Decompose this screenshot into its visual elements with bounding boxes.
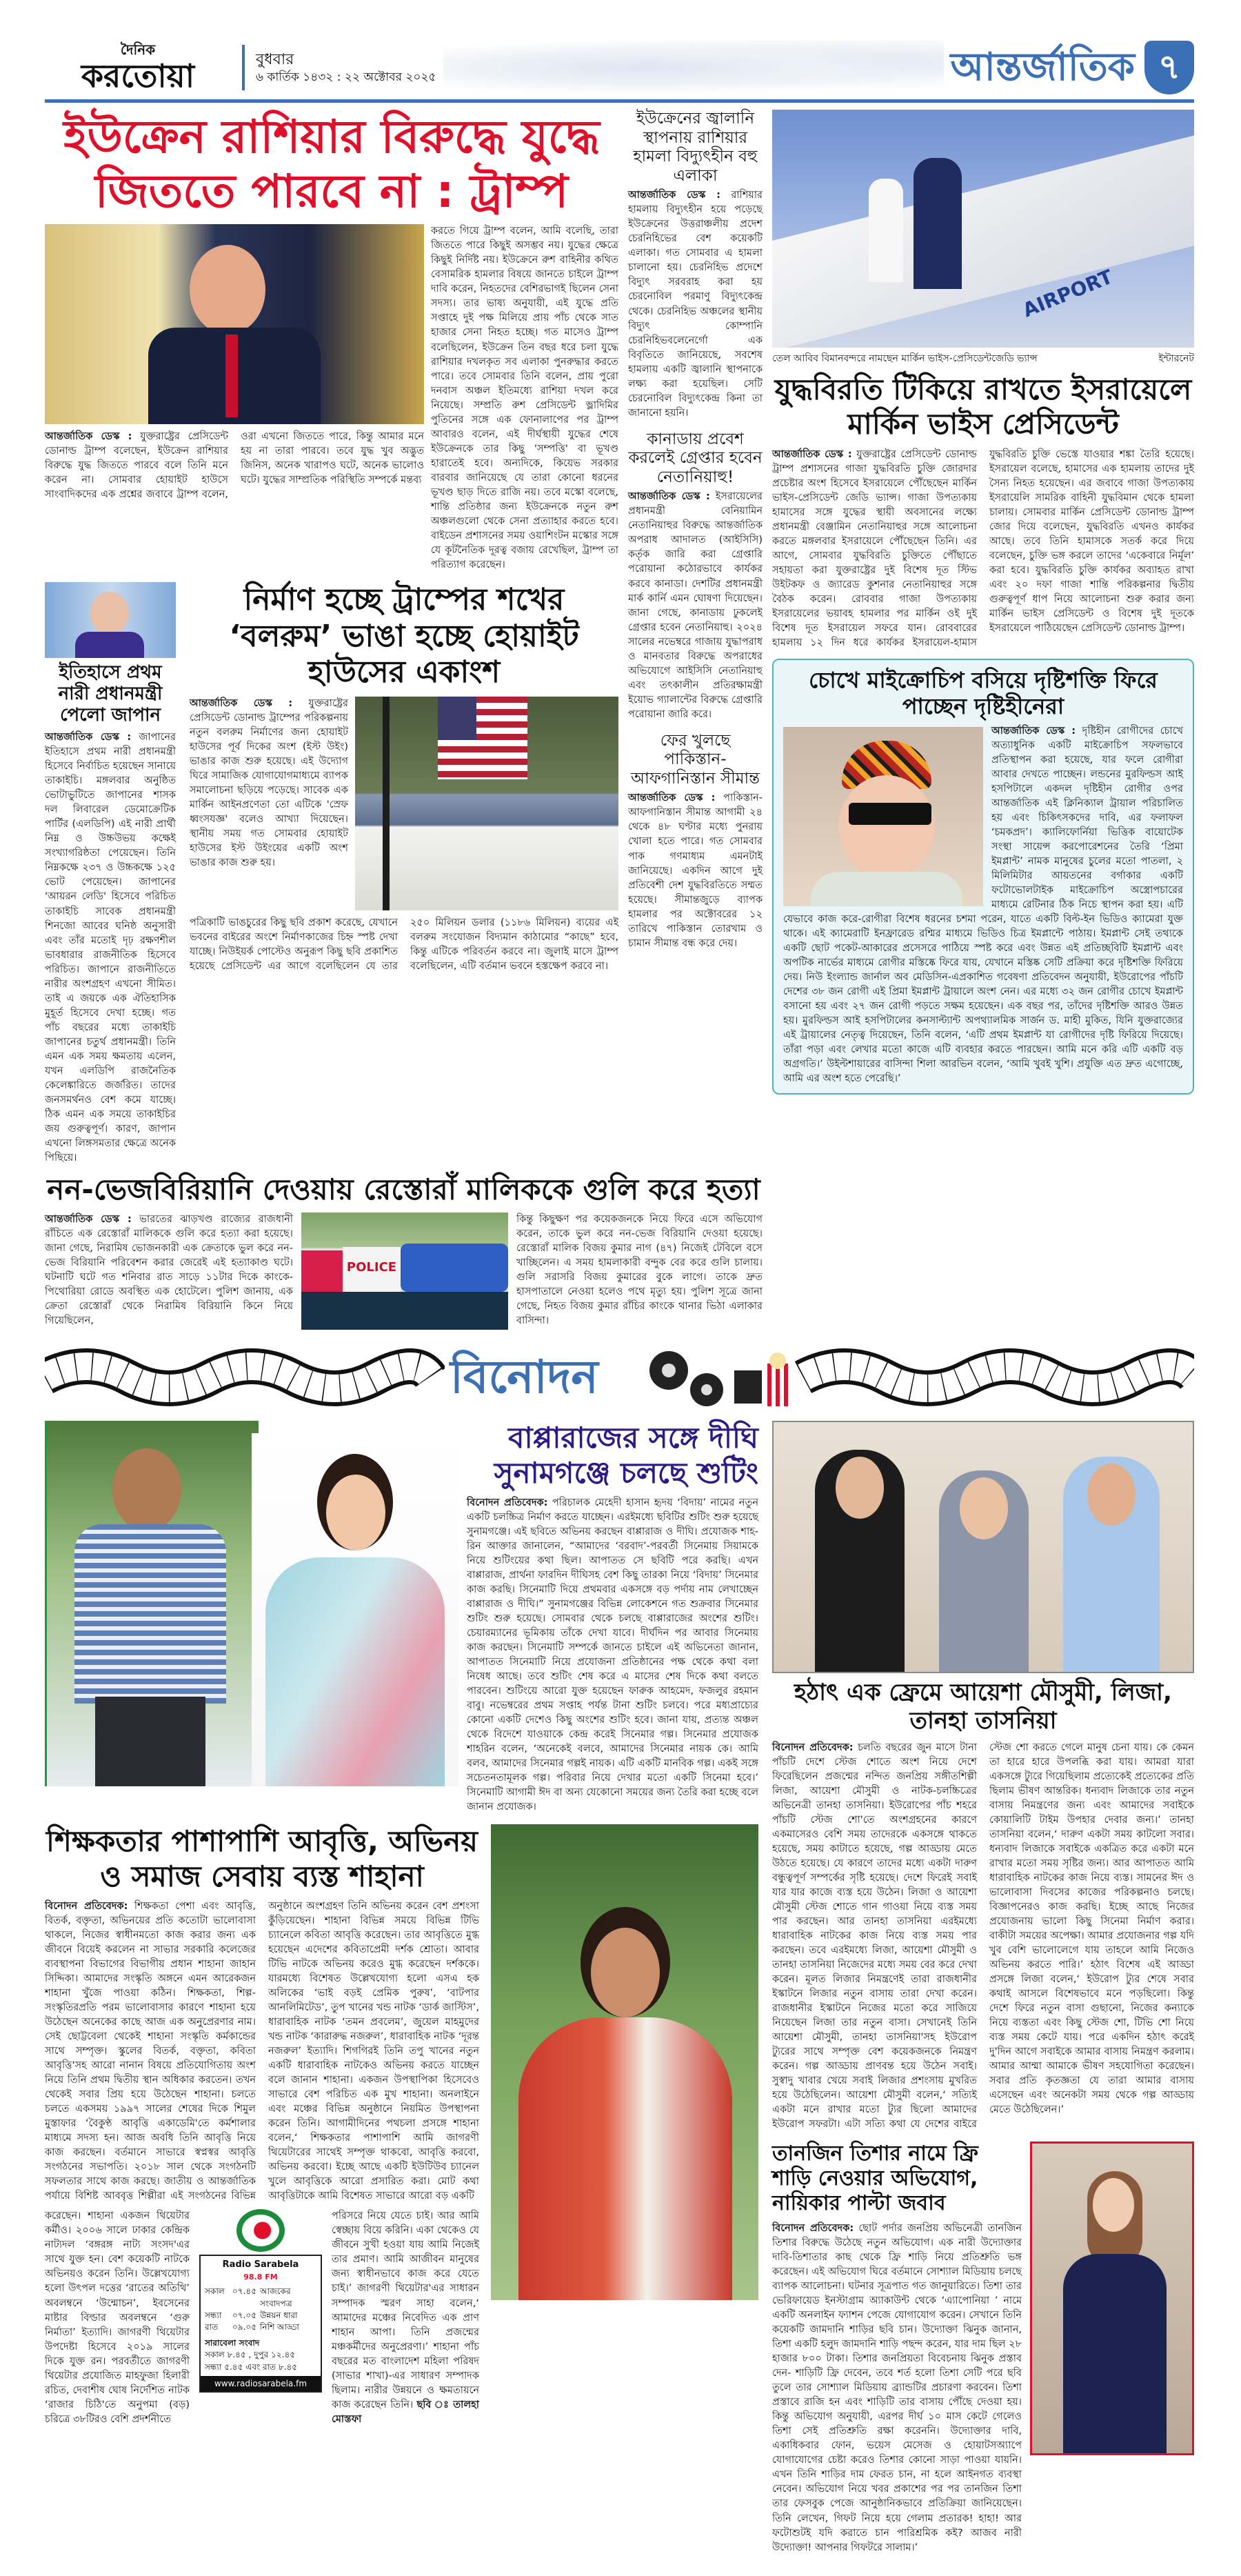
photo-bapparaj (45, 1421, 259, 1786)
byline: আন্তর্জাতিক ডেস্ক : (190, 698, 293, 710)
radio-schedule-slot: রাত (205, 2322, 219, 2333)
police-sign: POLICE (343, 1247, 401, 1292)
article-shahana-right: পরিসরে নিয়ে যেতে চাই। আর আমি স্বেচ্ছায় বিয়ে করিনি। একা থেকেও যে জীবনে সুখী হওয়া যায় আমি নিজেই তার প্রমাণ। আমি আজীবন মানুষের জন্য স্বাধীনভাবে কাজ করে যেতে চাই।’ জাগরণী থিয়েটার'এর সাধারন সম্পাদক স্মরণ সাহা বলেন,‘ আমাদের মঞ্চের নিবেদিত এক প্রাণ শাহান আপা। তিনি প্রজন্মের মঞ্চকর্মীদের অনুপ্রেরণা।’ শাহানা পাঁচ বছরের মত বাংলাদেশ মহিলা পরিষদ (সাভার শাখা)-এর সাধারণ সম্পাদক ছিলাম। নারীর উন্নয়নে ও ক্ষমতায়নে কাজ করেছেন তিনি। ছবি ঃ তালহা মোস্তফা (332, 2210, 479, 2425)
headline-bappa[interactable]: বাপ্পারাজের সঙ্গে দীঘি সুনামগঞ্জে চলছে শুটিং (494, 1421, 758, 1490)
page-number: ৭ (1158, 47, 1181, 87)
photo-credit-shahana: ছবি ঃ তালহা মোস্তফা (332, 2399, 479, 2425)
issue-date: ৬ কার্তিক ১৪৩২ : ২২ অক্টোবর ২০২৫ (256, 70, 436, 85)
headline-ukraine-energy[interactable]: ইউক্রেনের জ্বালানি স্থাপনায় রাশিয়ার হামলা বিদ্যুৎহীন বহু এলাকা (633, 110, 758, 185)
photo-trump (45, 224, 424, 424)
headline-shahana[interactable]: শিক্ষকতার পাশাপাশি আবৃত্তি, অভিনয় ও সমাজ সেবায় ব্যস্ত শাহানা (46, 1824, 478, 1893)
story-shahana (45, 1824, 758, 2426)
page-number-badge (1144, 41, 1194, 94)
clapperboard-icon (734, 1370, 762, 1404)
world-map-watermark (443, 40, 944, 95)
photo-white-house (355, 697, 618, 910)
microchip-box (772, 659, 1194, 1095)
byline: আন্তর্জাতিক ডেস্ক : (45, 431, 132, 443)
radio-website-link[interactable]: www.radiosarabela.fm (201, 2376, 321, 2391)
radio-news-line: সকাল ৮.৪৫ , দুপুর ১২.৪৫ (205, 2350, 296, 2360)
radio-schedule-row (205, 2310, 316, 2322)
byline: বিনোদন প্রতিবেদক: (772, 2223, 854, 2235)
article-vance: আন্তর্জাতিক ডেস্ক : যুক্তরাষ্ট্রের প্রেসিডেন্ট ডোনাল্ড ট্রাম্প প্রশাসনের গাজা যুদ্ধবিরতি চুক্তি জোরদার প্রচেষ্টার অংশ হিসেবে ইসরায়েলে পৌঁছেছেন মার্কিন ভাইস-প্রেসিডেন্ট জেডি ভ্যান্স। গাজা উপত্যকায় হামাসের সঙ্গে যুদ্ধের স্থায়ী অবসানের লক্ষ্যে প্রধানমন্ত্রী বেঞ্জামিন নেতানিয়াহুর সঙ্গে আলোচনা করতে মঙ্গলবার ইসরায়েলে পৌঁছেছেন তিনি। এর আগে, সোমবার যুদ্ধবিরতি চুক্তিতে পৌঁছাতে সহায়তা করা যুক্তরাষ্ট্রের দুই বিশেষ দূত স্টিভ উইটকফ ও জ্যারেড কুশনার নেতানিয়াহুর সঙ্গে বৈঠক করেন। রোববার গাজা উপত্যকায় ইসরায়েলের ভয়াবহ হামলার পর মার্কিন ওই দুই বিশেষ দূত ইসরায়েল সফরে যান। রোববারের হামলায় ১২ দিন ধরে কার্যকর ইসরায়েল-হামাস যুদ্ধবিরতি চুক্তি ভেস্তে যাওয়ার শঙ্কা তৈরি হয়েছে। ইসরায়েল বলেছে, হামাসের এক হামলায় তাদের দুই সৈন্য নিহত হয়েছেন। এর জবাবে গাজা উপত্যকায় ইসরায়েলি সামরিক বাহিনী যুদ্ধবিমান থেকে হামলা চালায়। সোমবার মার্কিন প্রেসিডেন্ট ডোনাল্ড ট্রাম্প জোর দিয়ে বলেছেন, যুদ্ধবিরতি এখনও কার্যকর আছে। তবে তিনি হামাসকে সতর্ক করে দিয়ে বলেছেন, চুক্তি ভঙ্গ করলে তাদের ‘একেবারে নির্মূল’ করা হবে। যুদ্ধবিরতি চুক্তি কার্যকর অব্যাহত রাখা এবং ২০ দফা গাজা শান্তি পরিকল্পনার দ্বিতীয় গুরুত্বপূর্ণ ধাপ নিয়ে আলোচনা শুরু করার জন্য মার্কিন ভাইস প্রেসিডেন্ট ও বিশেষ দুই দূতকে ইসরায়েলে পাঠিয়েছেন প্রেসিডেন্ট ডোনাল্ড ট্রাম্প। (772, 448, 1194, 648)
radio-schedule-program: নিশি আড্ডা (260, 2322, 299, 2333)
article-ballroom: আন্তর্জাতিক ডেস্ক : যুক্তরাষ্ট্রের প্রেসিডেন্ট ডোনাল্ড ট্রাম্পের পরিকল্পনায় নতুন বলরুম নির্মাণের জন্য হোয়াইট হাউসের পূর্ব দিকের অংশ (ইস্ট উইং) ভাঙার কাজ শুরু হয়েছে। এই উদ্যোগ ঘিরে সামাজিক যোগাযোগমাধ্যমে ব্যাপক সমালোচনা ছড়িয়ে পড়েছে। সাবেক এক মার্কিন আইনপ্রণেতা তো এটিকে 'স্রেফ ধ্বংসযজ্ঞ' বলেও আখ্যা দিয়েছেন। স্থানীয় সময় গত সোমবার হোয়াইট হাউসের ইস্ট উইংয়ের একটি অংশ ভাঙার কাজ শুরু হয়। (190, 698, 349, 869)
masthead-divider (242, 45, 245, 90)
photo-tisha (1030, 2141, 1194, 2455)
popcorn-icon (767, 1364, 788, 1406)
logo (45, 41, 231, 94)
article-shahana-top: বিনোদন প্রতিবেদক: শিক্ষকতা পেশা এবং আবৃত্তি, বিতর্ক, বক্তৃতা, অভিনয়ের প্রতি কতোটা ভালোবাসা থাকলে, নিজের স্বাধীনমতো কাজ করার জন্য এক জীবনে বিয়েই করলেন না সাভার সরকারি কলেজের ব্যবস্থাপনা বিভাগের বিভাগীয় প্রধান শাহানা জাহান সিদ্দিকা। আমাদের সংস্কৃতি অঙ্গনে এমন আরেকজন শাহানা খুঁজে পাওয়া কঠিন। শিক্ষকতা, শিল্প-সংস্কৃতিরপ্রতি পরম ভালোবাসার কারণে শাহানা হয়ে উঠেছেন অনেকের কাছে আজ এক অনুপ্রেরণার নাম। সেই ছোট্টবেলা থেকেই শাহানা সংস্কৃতি কর্মকান্ডের সাথে সম্পৃক্ত। স্কুলের বিতর্ক, বক্তৃতা, কবিতা আবৃত্তি'সহ আরো নানান বিষয়ে প্রতিযোগিতায় অংশ নিয়ে তিনি প্রথম দ্বিতীয় স্থান অধিকার করতেন। তখন থেকেই সবার প্রিয় হয়ে উঠেছেন শাহানা। চলতে চলতে একসময় ১৯৯৭ সালের শেষের দিকে শিমুল মুস্তাফার ‘বৈকুণ্ঠ আবৃত্তি একাডেমি'তে কর্মশালার মাধ্যমে সদস্য হন। আজ অবধি তিনি আবৃত্তি নিয়ে কাজ করছেন। বর্তমানে সাভারে স্বপ্নস্বর আবৃত্তি সংগঠনের সভাপতি। ২০১৮ সাল থেকে সংগঠনটি সফলতার সাথে কাজ করছে। জাতীয় ও আন্তর্জাতিক পর্যায়ে বিশিষ্ট আববৃত্ত শিল্পীরা এই সংগঠনের বিভিন্ন অনুষ্ঠানে অংশগ্রহণ তিনি অভিনয় করেন বেশ প্রশংসা কুঁড়িয়েছেন। শাহানা বিভিন্ন সময়ে বিভিন্ন টিভি চ্যানেলে কবিতা আবৃত্তি করেছেন। তার আবৃত্তিতে মুগ্ধ হয়েছেন এদেশের কবিতাপ্রেমী দর্শক শ্রোতা। আবার টিভি নাটকে অভিনয় করেও মুগ্ধ করেছেন দর্শককে। যারমধ্যে বিশেষত উল্লেখযোগ্য হলো এসএ হক অলিকের ‘ভাই বড়ই প্রেমিক পুরুষ’, ‘বাটপার আনলিমিটেড’, তুপ খানের খন্ড নাটক ‘ডার্ক জাস্টিস’, ধারাবাহিক নাটক ‘তমন প্রবলেম’, জুয়েল মাহমুদের খন্ড নাটক ‘কারারুদ্ধ নজরুল’, ধারাবাহিক নাটক ‘দূরন্ত নজরুল’ ইত্যাদি। শিগগিরই তিনি তপু খানের নতুন একটি ধারাবাহিক নাটকেও অভিনয় করতে যাচ্ছেন বলে জানান শাহানা। একজন উপস্থাপিকা হিসেবেও সাভারে বেশ পরিচিত এক মুখ শাহানা। অনলাইনে এবং মঞ্চের বিভিন্ন অনুষ্ঠানে নিয়মিত উপস্থাপনা করেন তিনি। আগামীদিনের পথচলা প্রসঙ্গে শাহানা বলেন,‘ শিক্ষকতার পাশাপাশি আমি জাগরণী থিয়েটারের সাথেই সম্পৃক্ত থাকবো, আবৃত্তি করবো, অভিনয় করবো। ইচ্ছে আছে একটি ইউটিউব চ্যানেল খুলে আবৃত্তিকে আরো প্রসারিত করা। মোট কথা আবৃত্তিটাকে আমি বিশেষত সাভারে আরো বড় একটি (45, 1901, 479, 2202)
article-trump-lead: আন্তর্জাতিক ডেস্ক : যুক্তরাষ্ট্রের প্রেসিডেন্ট ডোনাল্ড ট্রাম্প বলেছেন, ইউক্রেন রাশিয়ার বিরুদ্ধে যুদ্ধ জিততে পারবে বলে তিনি মনে করেন না। সোমবার হোয়াইট হাউসে সাংবাদিকদের এক প্রশ্নের জবাবে ট্রাম্প বলেন, ওরা এখনো জিততে পারে, কিন্তু আমার মনে হয় না তারা পারবে। তবে যুদ্ধ খুব অদ্ভুত জিনিস, অনেক খারাপও ঘটে, অনেক ভালোও ঘটে। যুদ্ধের সাম্প্রতিক পরিস্থিতি সম্পর্কে মন্তব্য (45, 431, 424, 501)
film-strip-icon (45, 1339, 1194, 1415)
right-column (772, 110, 1194, 1330)
article-trump-continuation: করতে গিয়ে ট্রাম্প বলেন, আমি বলেছি, তারা জিততে পারে কিছুই অসম্ভব নয়। যুদ্ধের ক্ষেত্রে কিছুই নির্দিষ্ট নয়। ইউক্রেনে রুশ বাহিনীর কথিত বেসামরিক হামলার বিষয়ে জানতে চাইলে ট্রাম্প দাবি করেন, নিহতদের বেশিরভাগই ছিলেন সেনা সদস্য। তার ভাষ্য অনুযায়ী, এই যুদ্ধে প্রতি সপ্তাহে দুই পক্ষ মিলিয়ে প্রায় পাঁচ থেকে সাত হাজার সেনা নিহত হচ্ছে। গত মাসেও ট্রাম্প বলেছিলেন, ইউক্রেন তিন বছর ধরে চলা যুদ্ধে রাশিয়ার দখলকৃত সব এলাকা পুনরুদ্ধার করতে পারে। তবে সোমবার তিনি বলেন, প্রায় পুরো দনবাস অঞ্চল ইতিমধ্যে রাশিয়া দখল করে নিয়েছে। সম্প্রতি রুশ প্রেসিডেন্ট ভ্লাদিমির পুতিনের সঙ্গে এক ফোনালাপের পর ট্রাম্প আবারও বলেন, এই দীর্ঘস্থায়ী যুদ্ধের শেষে ইউক্রেনকে তার কিছু 'সম্পত্তি' বা ভূখণ্ড হারাতেই হবে। অন্যদিকে, কিয়েভ সরকার বারবার জানিয়েছে যে তারা কোনো ধরনের ভূখণ্ড ছাড় দিতে রাজি নয়। তবে মস্কো বলেছে, শান্তি প্রতিষ্ঠার জন্য ইউক্রেনকে নতুন রুশ অঞ্চলগুলো থেকে সেনা প্রত্যাহার করতে হবে। বাইডেন প্রশাসনের সময় ওয়াশিংটন মস্কোর সঙ্গে যে কূটনৈতিক দূরত্ব বজায় রেখেছিল, ট্রাম্প তা পরিত্যাগ করেছেন। (431, 226, 618, 570)
headline-pak-afghan[interactable]: ফের খুলছে পাকিস্তান-আফগানিস্তান সীমান্ত (630, 731, 760, 788)
radio-sarabela-ad[interactable] (199, 2209, 322, 2393)
logo-main: করতোয়া (81, 57, 195, 94)
airport-sign: AIRPORT (1019, 265, 1116, 322)
article-restaurant: আন্তর্জাতিক ডেস্ক : ভারতের ঝাড়খণ্ড রাজ্যের রাজধানী রাঁচিতে এক রেস্তোরাঁ মালিককে গুলি করে হত্যা করা হয়েছে। জানা গেছে, নিরামিষ ভোজনকারী এক ক্রেতাকে ভুল করে নন-ভেজ বিরিয়ানি পরিবেশন করার জেরেই এই হত্যাকাণ্ড ঘটে। ঘটনাটি ঘটে গত শনিবার রাত সাড়ে ১১টার দিকে কাংকে-পিথোরিয়া রোডে অবস্থিত এক হোটেলে। পুলিশ জানায়, এক ক্রেতা রেস্তোরাঁ থেকে নিরামিষ বিরিয়ানি কিনে নিয়ে গিয়েছিলেন, (45, 1214, 294, 1327)
article-japan: আন্তর্জাতিক ডেস্ক : জাপানের ইতিহাসে প্রথম নারী প্রধানমন্ত্রী হিসেবে নির্বাচিত হয়েছেন সানায়ে তাকাইচি। মঙ্গলবার অনুষ্ঠিত ভোটাভুটিতে জাপানের শাসক দল লিবারেল ডেমোক্রেটিক পার্টির (এলডিপি) এই নারী প্রার্থী নিম্ন ও উচ্চউভয় কক্ষেই সংখ্যাগরিষ্ঠতা পেয়েছেন। তিনি নিম্নকক্ষে ২৩৭ ও উচ্চকক্ষে ১২৫ ভোট পেয়েছেন। জাপানের 'আয়রন লেডি' হিসেবে পরিচিত তাকাইচি সাবেক প্রধানমন্ত্রী শিনজো আবের ঘনিষ্ঠ অনুসারী এবং তাঁর মতোই দৃঢ় রক্ষণশীল ভাবধারার রাজনীতিক হিসেবে পরিচিত। জাপানে রাজনীতিতে নারীর অংশগ্রহণ এখনো সীমিত। তাই এ জয়কে এক ঐতিহাসিক মুহূর্ত হিসেবে দেখা হচ্ছে। গত পাঁচ বছরের মধ্যে তাকাইচি জাপানের চতুর্থ প্রধানমন্ত্রী। তিনি এমন এক সময় ক্ষমতায় এলেন, যখন এলডিপি রাজনৈতিক কেলেঙ্কারিতে জর্জরিত। তাদের জনসমর্থনও বেশ কমে যাচ্ছে। ঠিক এমন এক সময়ে তাকাইচির জয় গুরুত্বপূর্ণ। কারণ, জাপান এখনো লিঙ্গসমতার ক্ষেত্রে অনেক পিছিয়ে। (45, 732, 176, 1164)
photo-caption-vance: তেল আবিব বিমানবন্দরে নামছেন মার্কিন ভাইস-প্রেসিডেন্টজেডি ভ্যান্স (772, 353, 1038, 364)
story-tisha (772, 2141, 1194, 2555)
masthead (45, 40, 1194, 103)
weekday: বুধবার (256, 50, 294, 68)
radio-schedule-program: আজকের সংবাদপত্র (260, 2286, 292, 2308)
radio-logo-icon (236, 2209, 285, 2252)
radio-schedule-slot: সকাল (205, 2286, 225, 2297)
byline: আন্তর্জাতিক ডেস্ক : (45, 732, 132, 743)
photo-dighi (252, 1433, 458, 1786)
byline: আন্তর্জাতিক ডেস্ক : (772, 448, 852, 460)
article-tisha: বিনোদন প্রতিবেদক: ছোট পর্দার জনপ্রিয় অভিনেত্রী তানজিন তিশার বিরুদ্ধে উঠেছে নতুন অভিযোগ। এক নারী উদ্যোক্তার দাবি-তিশাতার কাছ থেকে ফ্রি শাড়ি নিয়ে প্রতিশ্রুতি ভঙ্গ করেছেন। এই অভিযোগ ঘিরে বর্তমানে সোশ্যাল মিডিয়ায় চলছে ব্যাপক আলোচনা। ঘটনার সূত্রপাত গত জানুয়ারিতে। তিশা তার ভেরিফায়েড ইনস্টাগ্রাম অ্যাকাউন্ট থেকে ‘এ্যাপোনিয়া ’ নামে একটি অনলাইন ফ্যাশন পেজে যোগাযোগ করেন। সেখানে তিনি কয়েকটি জামদানি শাড়ির ছবি চান। উদ্যোক্তা ঝিনুক জানান, তিশা একটি হলুদ জামদানি শাড়ি পছন্দ করেন, যার দাম ছিল ২৮ হাজার ৮০০ টাকা। তিশার জনপ্রিয়তা বিবেচনায় ঝিনুক প্রস্তাব দেন- শাড়িটি ফ্রি দেবেন, তবে শর্ত হলো তিশা সেটি পরে ছবি তুলে তার সোশ্যাল মিডিয়ায় ব্র্যান্ডটির প্রচারণা করবেন। তিশা প্রস্তাবে রাজি হন এবং শাড়িটি তার বাসায় পৌঁছে দেওয়া হয়। কিন্তু অভিযোগ অনুযায়ী, এরপর দীর্ঘ ১০ মাস কেটে গেলেও তিশা সেই প্রতিশ্রুতি রক্ষা করেননি। উদ্যোক্তার দাবি, একাধিকবার ফোন, ভয়েস মেসেজ ও হোয়াটসঅ্যাপে যোগাযোগের চেষ্টা করেও তিশার কোনো সাড়া পাওয়া যায়নি। এখন তিনি শাড়ির দাম ফেরত চান, না হলে আইনগত ব্যবস্থা নেবেন। অভিযোগ নিয়ে খবর প্রকাশের পর পর তানজিন তিশা তার ফেসবুক পেজে আনুষ্ঠানিকভাবে প্রতিক্রিয়া জানিয়েছেন। তিনি লেখেন, গিফট নিয়ে হয়ে গেলাম প্রতারক! হাহা! আর ফটোশুটই যদি করাতে চান পারিশ্রমিক কই? আজব নারী উদ্যোক্তা! আপনার গিফটরে সালাম।’ (772, 2223, 1022, 2553)
radio-news-title: সারাবেলা সংবাদ (205, 2337, 260, 2348)
story-ballroom (190, 582, 618, 974)
headline-japan[interactable]: ইতিহাসে প্রথম নারী প্রধানমন্ত্রী পেলো জাপান (58, 661, 163, 726)
story-bappa (45, 1421, 758, 1815)
story-restaurant (45, 1172, 763, 1330)
byline: বিনোদন প্রতিবেদক: (45, 1901, 128, 1913)
headline-vance[interactable]: যুদ্ধবিরতি টিকিয়ে রাখতে ইসরায়েলে মার্কিন ভাইস প্রেসিডেন্ট (774, 372, 1192, 441)
section-title: আন্তর্জাতিক (950, 45, 1135, 90)
byline: বিনোদন প্রতিবেদক: (772, 1741, 854, 1753)
story-japan (45, 582, 176, 1166)
photo-credit-vance: ইন্টারনেট (1158, 353, 1194, 364)
photo-takaichi (45, 582, 176, 658)
article-ballroom-continuation: পত্রিকাটি ভাঙচুরের কিছু ছবি প্রকাশ করেছে, যেখানে ভবনের বাইরের অংশে নির্মাণকাজের চিহ্ন স্পষ্ট দেখা যাচ্ছে। নিউইয়র্ক পোস্টেও অনুরূপ কিছু ছবি প্রকাশিত হয়েছে প্রেসিডেন্ট এর আগে বলেছিলেন যে তার ২৫০ মিলিয়ন ডলার (১১৮৬ মিলিয়ন) ব্যয়ের এই বলরুম সংযোজন বিদ্যমান কাঠামোর “কাছে” হবে, কিন্তু এটিকে পরিবর্তন করবে না। জুলাই মাসে ট্রাম্প বলেছিলেন, এটি বর্তমান ভবনে হস্তক্ষেপ করবে না। (190, 917, 618, 972)
radio-name: Radio Sarabela (222, 2259, 299, 2270)
radio-schedule-time: ০৭.০৫ (232, 2310, 257, 2320)
radio-schedule (205, 2286, 316, 2334)
photo-shahana (491, 1824, 758, 2300)
article-bappa: বিনোদন প্রতিবেদক: পরিচালক মেহেদী হাসান হৃদয় ‘বিদায়’ নামের নতুন একটি চলচ্চিত্র নির্মাণ করতে যাচ্ছেন। এরইমধ্যে ছবিটির শুটিং শুরু হয়েছে সুনামগঞ্জে। এই ছবিতে অভিনয় করছেন বাপ্পারাজ ও দীঘি। প্রযোজক শাহ-রিন আক্তার জানালেন, “আমাদের ‘বরবাদ’-পরবর্তী সিনেমায় সিয়ামকে নিয়ে শুটিংয়ের কথা ছিল। আপাতত সে ছবিটি পরে করছি। এখন বাপ্পারাজ, প্রার্থনা ফারদিন দীঘিসহ বেশ কিছু তারকা নিয়ে ‘বিদায়’ সিনেমার কাজ করছি। সিনেমাটি দিয়ে প্রথমবার একসঙ্গে বড় পর্দায় নাম লেখাচ্ছেন বাপ্পারাজ ও দীঘি।” সুনামগঞ্জের বিভিন্ন লোকেশনে গত শুক্রবার সিনেমার শুটিং শুরু হয়েছে। সোমবার থেকে চলছে বাপ্পারাজের অংশের শুটিং। চেয়ারম্যানের ভূমিকায় তাঁকে দেখা যাবে। দীর্ঘদিন পর আবার সিনেমায় কাজ করছেন। সিনেমাটি সম্পর্কে জানতে চাইলে এই অভিনেতা জানান, আপাতত সিনেমাটি নিয়ে প্রযোজনা প্রতিষ্ঠানের পক্ষ থেকে কথা বলা নিষেধ আছে। তবে শুটিং শেষ করে এ মাসের শেষ দিকে কথা বলতে পারবেন। শুটিংয়ে আরো যুক্ত হয়েছেন ফারুক আহমেদ, ফজলুর রহমান বাবু। নভেম্বরের প্রথম সপ্তাহ পর্যন্ত টানা শুটিং চলবে। পরে মধ্যপ্রাচ্যের কোনো একটি দেশেও কিছু অংশের শুটিং হবে। জানা যায়, প্রত্যন্ত অঞ্চল থেকে বিদেশে যাওয়াকে কেন্দ্র করেই সিনেমার গল্প। সিনেমার প্রযোজক শাহরিন বলেন, ‘অনেকেই বলবে, আমাদের সিনেমার নায়ক কে। আমি বলব, আমাদের সিনেমার গল্পই নায়ক। এটি একটি মানবিক গল্প। একই সঙ্গে সচেতনতামূলক গল্প। পরিবার নিয়ে দেখার মতো একটি সিনেমা হবে।’ সিনেমাটি আগামী ঈদ বা অন্য যেকোনো সময়ের জন্য তৈরি করা হচ্ছে বলে জানান প্রযোজক। (467, 1497, 758, 1813)
headline-tisha[interactable]: তানজিন তিশার নামে ফ্রি শাড়ি নেওয়ার অভিযোগ, নায়িকার পাল্টা জবাব (772, 2141, 978, 2216)
headline-microchip[interactable]: চোখে মাইক্রোচিপ বসিয়ে দৃষ্টিশক্তি ফিরে পাচ্ছেন দৃষ্টিহীনেরা (809, 667, 1158, 720)
headline-restaurant[interactable]: নন-ভেজবিরিয়ানি দেওয়ায় রেস্তোরাঁ মালিককে গুলি করে হত্যা (47, 1172, 760, 1206)
date-block (256, 50, 436, 86)
byline: বিনোদন প্রতিবেদক: (467, 1497, 548, 1508)
story-trump (45, 224, 618, 572)
headline-ballroom[interactable]: নির্মাণ হচ্ছে ট্রাম্পের শখের ‘বলরুম’ ভাঙা হচ্ছে হোয়াইট হাউসের একাংশ (229, 581, 579, 690)
radio-schedule-program: উন্নয়ন ধারা (260, 2310, 298, 2320)
photo-police-car (301, 1212, 508, 1330)
radio-schedule-row (205, 2286, 316, 2310)
headline-canada[interactable]: কানাডায় প্রবেশ করলেই গ্রেপ্তার হবেন নেতানিয়াহু! (628, 430, 763, 486)
radio-schedule-time: ০৭.৪৫ (232, 2286, 256, 2297)
entertainment-banner (45, 1339, 1194, 1415)
left-stack (45, 110, 618, 1166)
byline: আন্তর্জাতিক ডেস্ক : (991, 725, 1076, 737)
photo-implant-patient (783, 727, 983, 906)
radio-frequency: 98.8 FM (243, 2273, 278, 2282)
article-shahana-left: করেছেন। শাহানা একজন থিয়েটার কর্মীও। ২০০৬ সালে ঢাকার কেন্দ্রিক নাট্যদল ‘বঙ্গরঙ্গ নাট্য সংসদ'এর সাথে যুক্ত হন। বেশ কয়েকটি নাটকে অভিনয়ও করেন তিনি। উল্লেখযোগ্য হলো উৎপল দত্তের ‘রাতের অতিথি’ অবলম্বনে ‘উন্মোচন’, ইবসেনের মাষ্টার বিল্ডার অবলম্বনে ‘গুরু নির্মাতা’ ইত্যাদি। জাগরণী থিয়েটার উপদেষ্টা হিসেবে ২০১৯ সালের দিকে যুক্ত রন। পরবর্তীতে জাগরণী থিয়েটার প্রযোজিত মাহফুজা হিলারী রচিত, দেবাশীষ ঘোষ নির্দেশিত নাটক ‘রাজার চিঠি'তে অনুপমা (বড়) চরিত্রে ৩৮টিরও বেশি প্রদর্শনীতে (45, 2210, 190, 2425)
byline: আন্তর্জাতিক ডেস্ক : (45, 1214, 132, 1226)
logo-small: দৈনিক (120, 41, 156, 58)
entertainment-section (45, 1421, 1194, 2555)
article-three-artists: বিনোদন প্রতিবেদক: চলতি বছরের জুন মাসে টানা পাঁচটি দেশে স্টেজ শোতে অংশ নিয়ে দেশে ফিরেছিলেন প্রজন্মের নন্দিত জনপ্রিয় সঙ্গীতশিল্পী লিজা, আয়েশা মৌসুমী ও নাটক-চলচ্চিত্রের অভিনেত্রী তানহা তাসনিয়া। ইউরোপের পাঁচ শহরে পাঁচটি স্টেজ শো'তে অংশগ্রহনের কারণে একমাসেরও বেশি সময় তাদেরকে একসঙ্গে থাকতে হয়েছে, সময় কাটাতে হয়েছে, গল্প আড্ডায় মেতে উঠতে হয়েছে। যে কারণে তাদের মধ্যে একটা দারুণ বন্ধুত্বপূর্ণ সম্পর্কের সৃষ্টি হয়েছে। দেশে ফিরেই সবাই যার যার কাজে ব্যস্ত হয়ে উঠেন। লিজা ও আয়েশা মৌসুমী স্টেজ শোতে গান গাওয়া নিয়ে ব্যস্ত সময় পার করছেন। আর তানহা তাসনিয়া এরইমধ্যে ধারাবাহিক নাটকের কাজ নিয়ে ব্যস্ত সময় পার করছেন। তবে এরইমধ্যে লিজা, আয়েশা মৌসুমী ও তানহা তাসনিয়া নিজেদের মধ্যে সময় বের করে দেখা করেন। মূলত লিজার নিমন্ত্রণেই তারা রাজধানীর ইস্কাটনে লিজার নতুন বাসায় তারা দেখা করেন। রাজধানীর ইস্কাটনে নিজের মতো করে সাজিয়ে নিয়েছেন লিজা তার নতুন বাসা। সেখানেই তিনি আয়েশা মৌসুমী, তানহা তাসনিয়া'সহ ইউরোপ ট্যুরের সাথে সম্পৃক্ত বেশ কয়েকজনকে নিমন্ত্রণ করেন। গল্প আড্ডায় প্রাণবন্ত হয়ে উঠেন সবাই। সুস্বাদু খাবার খেয়ে সবাই লিজার প্রশংসায় মুখরিত হয়ে উঠেছিলেন। আয়েশা মৌসুমী বলেন,‘ সত্যিই একটা মনে রাখার মতো ট্যুর ছিলো আমাদের ইউরোপ সফরটা। এটা সত্যি কথা যে দেশের বাইরে স্টেজ শো করতে গেলে মানুষ চেনা যায়। কে কেমন তা হারে হারে উপলব্ধি করা যায়। আমরা যারা একসঙ্গে ট্যুরে গিয়েছিলাম প্রত্যেকেই প্রত্যেকের প্রতি ছিলাম ভীষণ আন্তরিক। ধন্যবাদ লিজাকে তার নতুন বাসায় নিমন্ত্রণের জন্য এবং আমাদের সবাইকে কোয়ালিটি টাইম উপহার দেবার জন্য।’ তানহা তাসনিয়া বলেন,‘ দারুণ একটা সময় কাটলো সবার। ধন্যবাদ লিজাকে সবাইকে একত্রিত করে একটা মনে রাখার মতো সময় সৃষ্টির জন্য। আর আপাতত আমি ধারাবাহিক নাটকের কাজ নিয়ে ব্যস্ত। সামনের ঈদ ও ভালোবাসা দিবসের কাজের পরিকল্পনাও চলছে। বিজ্ঞাপনেরও কাজ করছি। ইচ্ছে আছে নিজের প্রযোজনায় ভালো কিছু সিনেমা নির্মাণ করার। বাকীটা সময়ের অপেক্ষা। আমার প্রযোজনার গল্প যদি খুব বেশি ভালোলেগে যায় তাহলে আমি নিজেও অভিনয় করতে পারি।’ হঠাৎ বিশেষ এই আড্ডা প্রসঙ্গে লিজা বলেন,‘ ইউরোপ ট্যুর শেষে সবার কথাই আসলে বিশেষভাবে মনে পড়ছিলো। কিন্তু দেশে ফিরে নতুন বাসা গুছানো, নিজের কন্যাকে নিয়ে ব্যস্ততা এবং কিছু স্টেজ শো, টিভি শো নিয়ে ব্যস্ত সময় কেটে যায়। পরে একদিন হঠাৎ করেই দু'দিন আগে সবাইকে আমার বাসায় নিমন্ত্রণ করলাম। আমার আম্মা আমাকে ভীষণ সহযোগিতা করেছেন। সবার প্রতি কৃতজ্ঞতা যে তারা আমার বাসায় এসেছেন এবং অনেকটা সময় থেকে গল্প আড্ডায় মেতে উঠেছিলেন।’ (772, 1741, 1194, 2130)
radio-schedule-slot: সন্ধ্যা (205, 2310, 222, 2320)
story-ukraine-energy: ইউক্রেনের জ্বালানি স্থাপনায় রাশিয়ার হামলা বিদ্যুৎহীন বহু এলাকা আন্তর্জাতিক ডেস্ক : রাশিয়ার হামলায় বিদ্যুৎহীন হয়ে পড়েছে ইউক্রেনের উত্তরাঞ্চলীয় প্রদেশ চেরনিহিভের বেশ কয়েকটি এলাকা। গত সোমবার এ হামলা চালানো হয়। চেরনিহিভ প্রদেশে বিদ্যুৎ সরবরাহ করা হয় চেরনোবিল পরমাণু বিদ্যুৎকেন্দ্র থেকে। চেরনিহিভ অঞ্চলের স্থানীয় বিদ্যুৎ কোম্পানি চেরনিহিভবলেনের্গো এক বিবৃতিতে জানিয়েছে, সবশেষ হামলায় একটি জ্বালানি স্থাপনাকে লক্ষ্য করা হয়েছিল। সেটি চেরনোবিল বিদ্যুৎকেন্দ্র কিনা তা জানানো হয়নি। (628, 110, 763, 419)
middle-column (628, 110, 763, 1166)
radio-schedule-row (205, 2322, 316, 2333)
photo-three-artists (772, 1421, 1194, 1673)
story-pak-afghan-border: ফের খুলছে পাকিস্তান-আফগানিস্তান সীমান্ত আন্তর্জাতিক ডেস্ক : পাকিস্তান-আফগানিস্তান সীমান্ত আগামী ২৪ থেকে ৪৮ ঘণ্টার মধ্যে পুনরায় খোলা হতে পারে। গত সোমবার পাক গণমাধ্যম এমনটাই জানিয়েছে। একদিন আগে দুই প্রতিবেশী দেশ যুদ্ধবিরতিতে সম্মত হয়েছে। সীমান্তজুড়ে ব্যাপক হামলার পর অক্টোবরের ১২ তারিখে পাকিস্তান তোরখাম ও চামান সীমান্ত বন্ধ করে দেয়। (628, 731, 763, 949)
entertainment-section-title: বিনোদন (445, 1339, 604, 1415)
japan-ballroom-row (45, 582, 618, 1166)
article-restaurant-continuation: কিন্তু কিছুক্ষণ পর কয়েকজনকে নিয়ে ফিরে এসে অভিযোগ করেন, তাকে ভুল করে নন-ভেজ বিরিয়ানি দেওয়া হয়েছে। রেস্তোরাঁ মালিক বিজয় কুমার নাগ (৪৭) নিজেই টেবিলে বসে খাচ্ছিলেন। এ সময় হামলাকারী বন্দুক বের করে গুলি চালায়। গুলি সরাসরি বিজয় কুমারের বুকে লাগে। তাকে দ্রুত হাসপাতালে নেওয়া হলেও পথে মৃত্যু হয়। পুলিশ সূত্রে জানা গেছে, নিহত বিজয় কুমার রাঁচির কাংকে থানার ভিঠা এলাকার বাসিন্দা। (516, 1214, 763, 1327)
radio-schedule-time: ০৯.০৫ (232, 2322, 256, 2333)
photo-vance-arrival (772, 110, 1194, 348)
entertainment-right (772, 1421, 1194, 2555)
international-section (45, 110, 1194, 1330)
headline-three-artists[interactable]: হঠাৎ এক ফ্রেমে আয়েশা মৌসুমী, লিজা, তানহা তাসনিয়া (794, 1679, 1172, 1735)
article-microchip: আন্তর্জাতিক ডেস্ক : দৃষ্টিহীন রোগীদের চোখে অত্যাধুনিক একটি মাইক্রোচিপ সফলভাবে প্রতিস্থাপন করা হয়েছে, যার ফলে রোগীরা আবার দেখতে পাচ্ছেন। লন্ডনের মুরফিল্ডস আই হসপিটালে একদল দৃষ্টিহীন রোগীর ওপর আন্তর্জাতিক এই ক্লিনিক্যাল ট্রায়াল পরিচালিত হয় এবং চিকিৎসকদের দাবি, এর ফলাফল ‘চমকপ্রদ’। ক্যালিফোর্নিয়া ভিত্তিক বায়োটেক সংস্থা সায়েন্স করপোরেশনের তৈরি ‘প্রিমা ইমপ্লান্ট’ নামক মানুষের চুলের মতো পাতলা, ২ মিলিমিটার আয়তনের বর্গাকার একটি ফটোভোলটাইক মাইক্রোচিপ অস্ত্রোপচারের মাধ্যমে রেটিনার ঠিক নিচে স্থাপন করা হয়। এটি যেভাবে কাজ করে-রোগীরা বিশেষ ধরনের চশমা পরেন, যাতে একটি বিল্ট-ইন ভিডিও ক্যামেরা যুক্ত থাকে। এই ক্যামেরাটি ইনফ্রারেড রশ্মির মাধ্যমে ভিডিও চিত্র ইমপ্লান্টে পাঠায়। ইমপ্লান্ট সেই তথ্যকে একটি ছোট পকেট-আকারের প্রসেসরে পাঠিয়ে স্পষ্ট করে এবং উন্নত এই প্রতিচ্ছবিটি ইমপ্লান্ট এবং অপটিক নার্ভের মাধ্যমে রোগীর মস্তিষ্কে ফিরে যায়, যেখানে মস্তিষ্ক সেটি প্রক্রিয়া করে দৃষ্টিশক্তি ফিরিয়ে দেয়। নিউ ইংল্যান্ড জার্নাল অব মেডিসিন-এপ্রকাশিত গবেষণা প্রতিবেদন অনুযায়ী, ইউরোপের পাঁচটি দেশের ৩৮ জন রোগী এই প্রিমা ইমপ্লান্ট ট্রায়ালে অংশ নেন। এর মধ্যে ৩২ জন রোগীর চোখে ইমপ্লান্ট বসানো হয় এবং ২৭ জন রোগী পড়তে সক্ষম হয়েছেন। এক বছর পর, তাঁদের দৃষ্টিশক্তি আরও উন্নত হয়। মুরফিল্ডস আই হসপিটালের কনসাল্ট্যান্ট অপথ্যালমিক সার্জন ড. মাহী মুকিত, যিনি যুক্তরাজ্যের এই ট্রায়ালের নেতৃত্ব দিয়েছেন, তিনি বলেন, ‘এটি প্রথম ইমপ্লান্ট যা রোগীদের দৃষ্টি ফিরিয়ে দিয়েছে। তাঁরা পড়া এবং লেখার মতো কাজে এটি ব্যবহার করতে পারছেন। আমি মনে করি এটি একটি বড় অগ্রগতি।’ উইল্টশায়ারের বাসিন্দা শিলা আরভিন বলেন, ‘আমি খুবই খুশি। প্রযুক্তি এত দ্রুত এগোচ্ছে, আমি এর অংশ হতে পেরেছি।’ (783, 725, 1183, 1085)
story-canada-netanyahu: কানাডায় প্রবেশ করলেই গ্রেপ্তার হবেন নেতানিয়াহু! আন্তর্জাতিক ডেস্ক : ইসরায়েলের প্রধানমন্ত্রী বেনিয়ামিন নেতানিয়াহুর বিরুদ্ধে আন্তর্জাতিক অপরাধ আদালত (আইসিসি) কর্তৃক জারি করা গ্রেপ্তারি পরোয়ানা কঠোরভাবে কার্যকর করবে কানাডা। দেশটির প্রধানমন্ত্রী মার্ক কার্নি এমন ঘোষণা দিয়েছেন। জানা গেছে, কানাডায় ঢুকলেই গ্রেপ্তার হবেন নেতানিয়াহু। ২০২৪ সালের নভেম্বরে গাজায় যুদ্ধাপরাধ ও মানবতার বিরুদ্ধে অপরাধের অভিযোগে আইসিসি নেতানিয়াহু এবং তৎকালীন প্রতিরক্ষামন্ত্রী ইয়োভ গ্যালান্টের বিরুদ্ধে গ্রেপ্তারি পরোয়ানা জারি করে। (628, 430, 763, 720)
entertainment-left (45, 1421, 758, 2555)
headline-trump[interactable]: ইউক্রেন রাশিয়ার বিরুদ্ধে যুদ্ধে জিততে পারবে না : ট্রাম্প (63, 110, 600, 219)
bappa-photos (45, 1421, 458, 1786)
radio-news-line: সন্ধ্যা ৫.৪৫ এবং রাত ৮.৪৫ (205, 2362, 298, 2372)
